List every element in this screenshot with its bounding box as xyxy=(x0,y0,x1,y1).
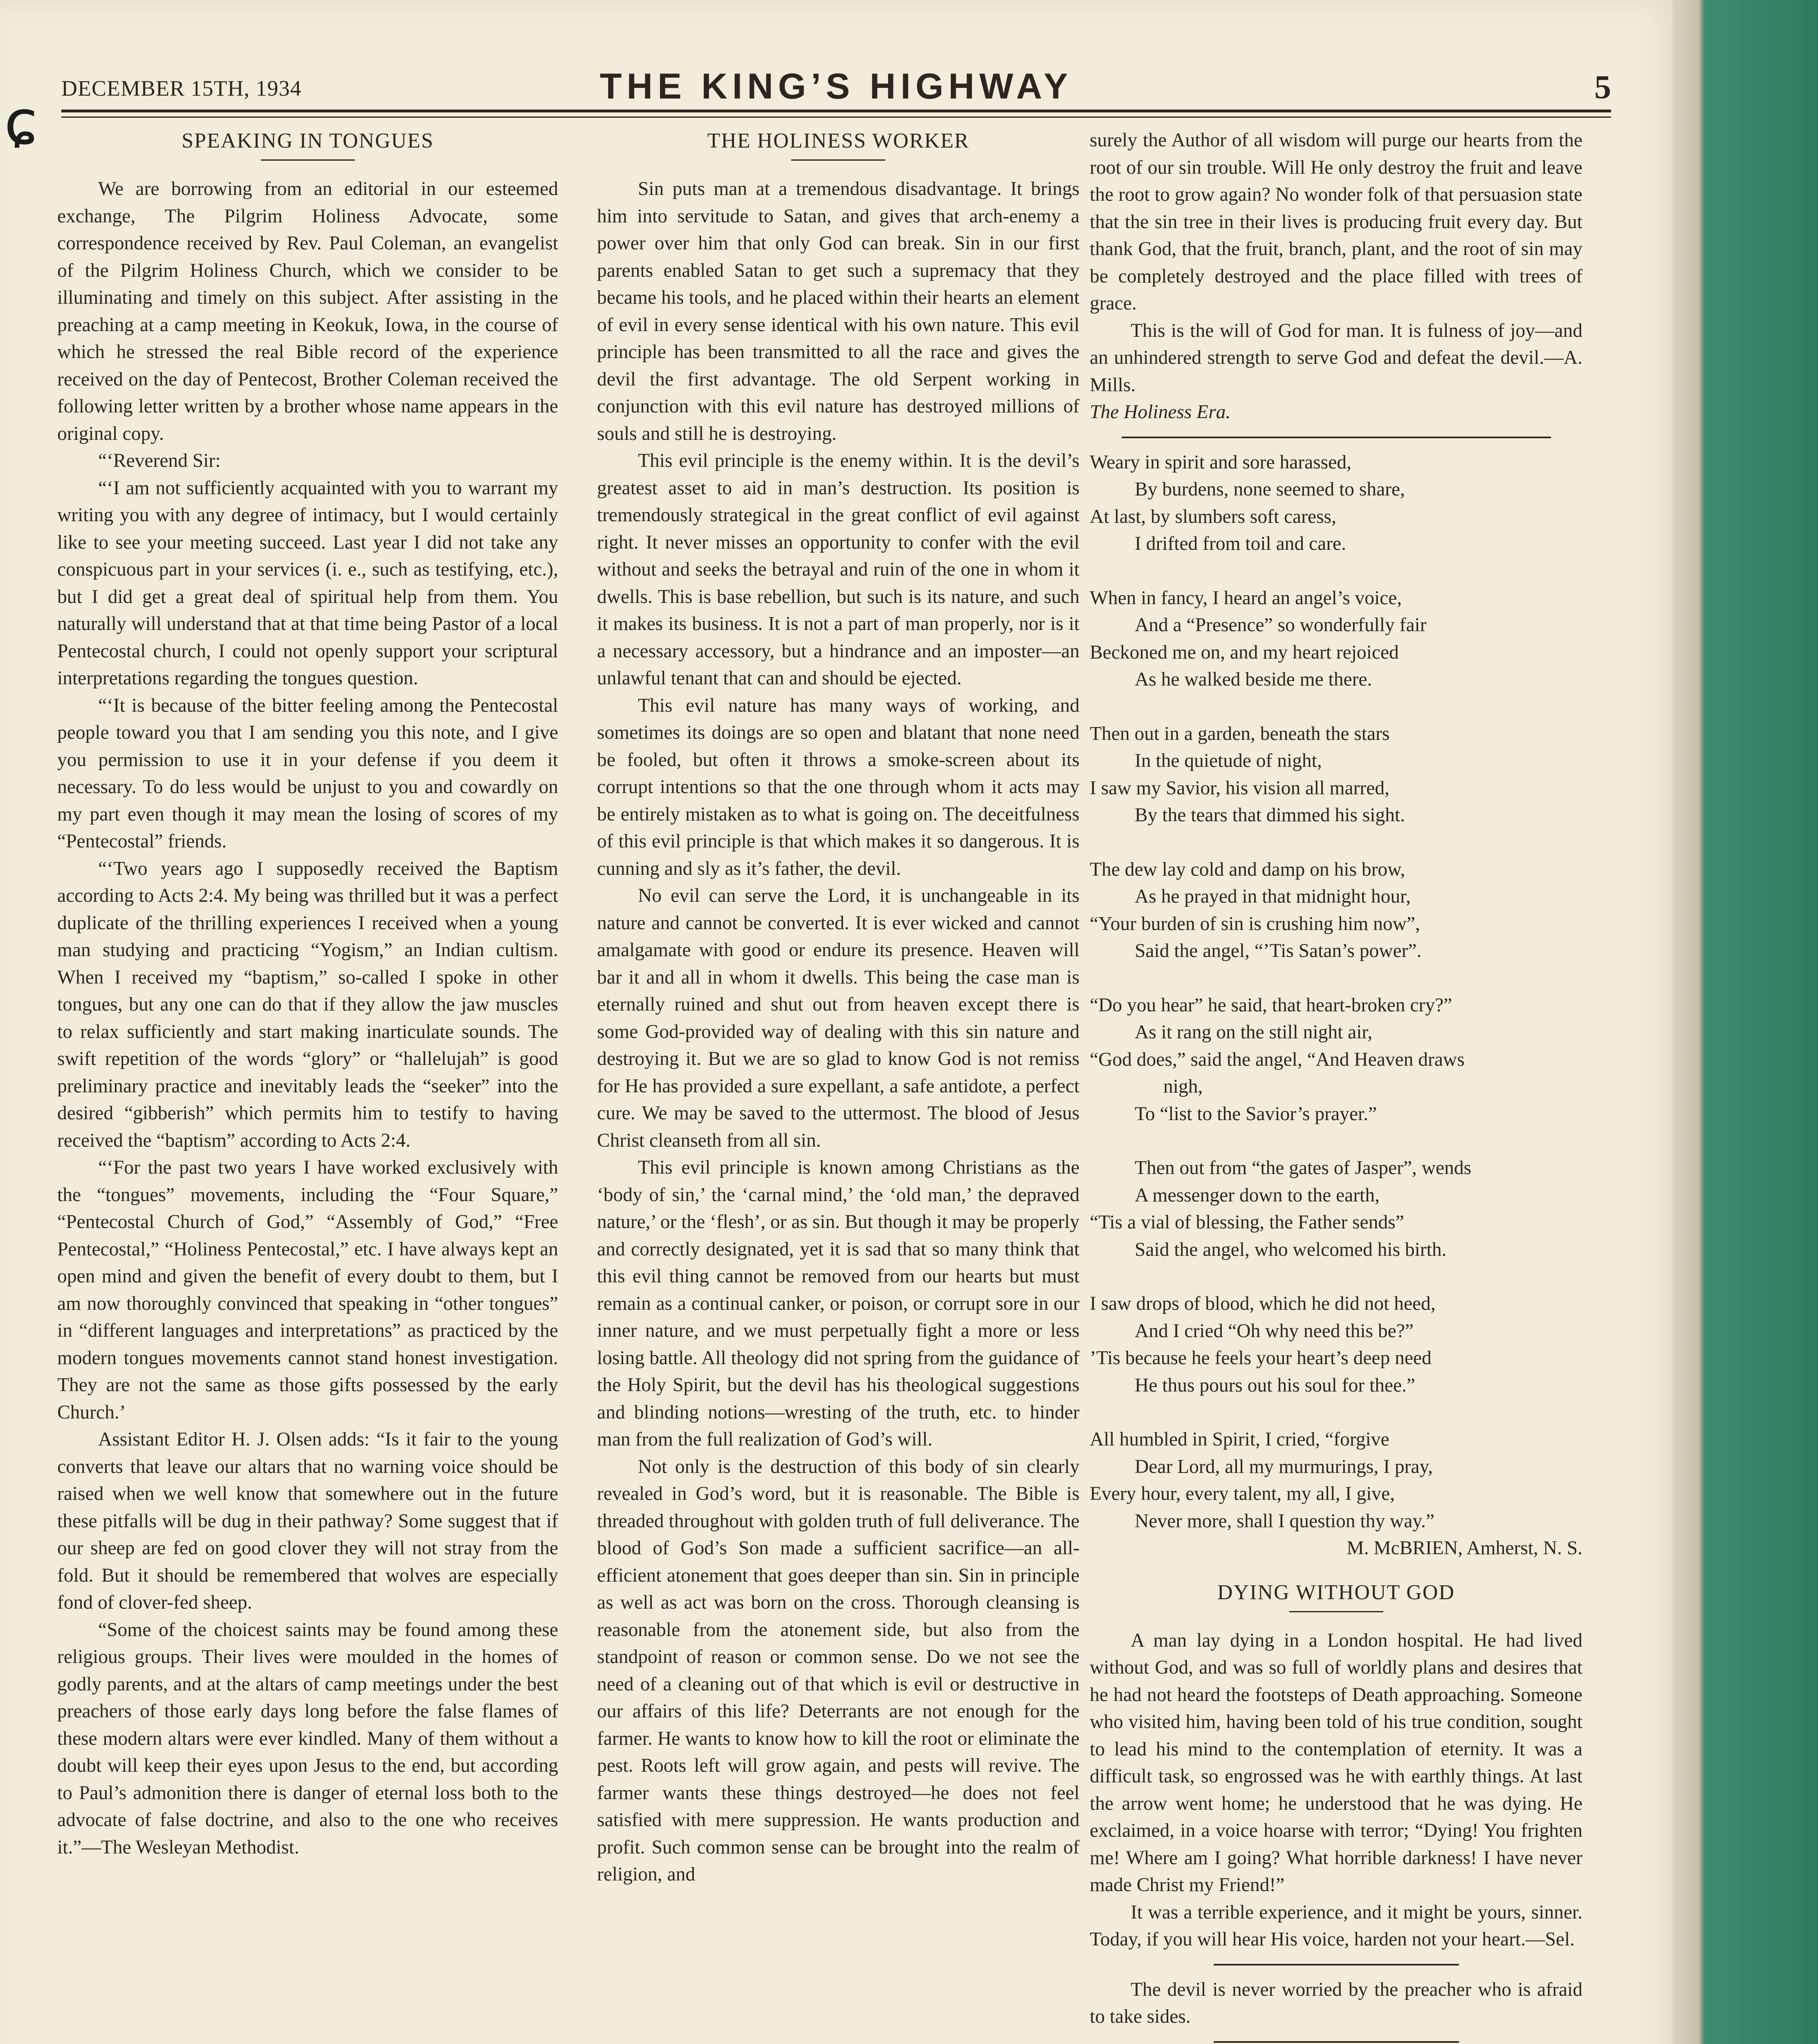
poem-line: Beckoned me on, and my heart rejoiced xyxy=(1090,641,1399,663)
poem-line: At last, by slumbers soft caress, xyxy=(1090,506,1336,527)
poem-line: As he walked beside me there. xyxy=(1135,669,1372,690)
issue-date: DECEMBER 15TH, 1934 xyxy=(61,76,302,101)
publication-title: THE KING’S HIGHWAY xyxy=(599,66,1073,106)
column-1 xyxy=(57,127,558,2044)
poem-line: When in fancy, I heard an angel’s voice, xyxy=(1090,587,1402,609)
poem-line: “Your burden of sin is crushing him now”, xyxy=(1090,913,1420,935)
article-paragraph: “‘I am not sufficiently acquainted with you to warrant my writing you with any degree of intimacy, but I would certainly like to see your meeting succeed. Last year I did not take any conspicuous part in your services (i. e., such as testifying, etc.), but I did get a great deal of spiritual help from them. You naturally will understand that at that time being Pastor of a local Pentecostal church, I could not openly support your scriptural interpretations regarding the tongues question. xyxy=(57,477,558,689)
poem-line: Then out from “the gates of Jasper”, wends xyxy=(1135,1157,1472,1179)
article-continuation: This is the will of God for man. It is fulness of joy—and an unhindered strength to serve God and defeat the devil.—A. Mills. xyxy=(1090,320,1582,396)
section-divider xyxy=(1122,437,1551,438)
article-paragraph: “‘It is because of the bitter feeling among the Pentecostal people toward you that I am sending you this note, and I give you permission to use it in your defense if you deem it necessary. To do less would be unjust to you and cowardly on my part even though it may mean the losing of scores of my “Pentecostal” friends. xyxy=(57,695,558,852)
poem-stanza xyxy=(1090,1154,1582,1263)
poem-line: In the quietude of night, xyxy=(1135,750,1322,771)
poem-stanza xyxy=(1090,449,1582,558)
article-heading-dying-without-god: DYING WITHOUT GOD xyxy=(1217,1580,1455,1604)
poem-line: As it rang on the still night air, xyxy=(1135,1022,1373,1043)
article-paragraph: Assistant Editor H. J. Olsen adds: “Is it fair to the young converts that leave our altars that no warning voice should be raised when we well know that somewhere out in the future these pitfalls will be dug in their pathway? Some suggest that if our sheep are fed on good clover they will not stray from the fold. But it should be remembered that wolves are especially fond of clover-fed sheep. xyxy=(57,1429,558,1613)
poem-line: The dew lay cold and damp on his brow, xyxy=(1090,858,1405,880)
heading-rule xyxy=(1289,1611,1383,1612)
article-heading-speaking-in-tongues: SPEAKING IN TONGUES xyxy=(182,129,434,152)
article-continuation: surely the Author of all wisdom will purge our hearts from the root of our sin trouble. Will He only destroy the fruit and leave the root to grow again? No wonder folk of that persuasion state that the sin tree in their lives is producing fruit every day. But thank God, that the fruit, branch, plant, and the root of sin may be completely destroyed and the place filled with trees of grace. xyxy=(1090,130,1582,314)
article-source: The Holiness Era. xyxy=(1090,401,1231,423)
article-paragraph: Not only is the destruction of this body of sin clearly revealed in God’s word, but it is reasonable. The Bible is threaded throughout with golden truth of full deliverance. The blood of God’s Son made a sufficient sacrifice—an all-efficient atonement that goes deeper than sin. Sin in principle as well as act was born on the cross. Thorough cleansing is reasonable from the atonement side, but also from the standpoint of reason or common sense. Do we not see the need of a cleaning out of that which is evil or destructive in our affairs of this life? Deterrants are not enough for the farmer. He wants to know how to kill the root or eliminate the pest. Roots left will grow again, and pests will revive. The farmer wants these things destroyed—he does not feel satisfied with mere suppression. He wants production and profit. Such common sense can be brought into the realm of religion, and xyxy=(597,1456,1080,1885)
article-paragraph: It was a terrible experience, and it might be yours, sinner. Today, if you will hear His voice, harden not your heart.—Sel. xyxy=(1090,1901,1582,1950)
poem-line: nigh, xyxy=(1163,1076,1203,1097)
poem-line: Then out in a garden, beneath the stars xyxy=(1090,723,1390,744)
poem-line: Every hour, every talent, my all, I give, xyxy=(1090,1483,1395,1504)
binding-clip-icon: ɕ xyxy=(4,87,38,158)
poem-line: By burdens, none seemed to share, xyxy=(1135,479,1405,500)
heading-rule xyxy=(261,159,355,161)
poem-line: “Tis a vial of blessing, the Father sends” xyxy=(1090,1212,1404,1233)
article-paragraph: A man lay dying in a London hospital. He had lived without God, and was so full of worldly plans and desires that he had not heard the footsteps of Death approaching. Someone who visited him, having been told of his true condition, sought to lead his mind to the contemplation of eternity. It was a difficult task, so engrossed was he with earthly things. At last the arrow went home; he understood that he was dying. He exclaimed, in a voice hoarse with terror; “Dying! You frighten me! Where am I going? What horrible darkness! I have never made Christ my Friend!” xyxy=(1090,1629,1582,1896)
filler-quote: The devil is never worried by the preacher who is afraid to take sides. xyxy=(1090,1979,1582,2027)
poem-stanza xyxy=(1090,992,1582,1128)
article-paragraph: This evil principle is the enemy within. It is the devil’s greatest asset to aid in man’s destruction. Its position is tremendously strategical in the great conflict of evil against right. It never misses an opportunity to confer with the evil without and seeks the betrayal and ruin of the one in whom it dwells. This is base rebellion, but such is its nature, and such it makes its business. It is not a part of man properly, nor is it a necessary accessory, but a hindrance and an imposter—an unlawful tenant that can and should be ejected. xyxy=(597,450,1080,689)
column-2 xyxy=(597,127,1080,2044)
article-paragraph: No evil can serve the Lord, it is unchangeable in its nature and cannot be converted. It is ever wicked and cannot amalgamate with good or endure its presence. Heaven will bar it and all in whom it dwells. This being the case man is eternally ruined and shut out from heaven except there is some God-provided way of dealing with this sin nature and destroying it. But we are so glad to know God is not remiss for He has provided a sure expellant, a safe antidote, a perfect cure. We may be saved to the uttermost. The blood of Jesus Christ cleanseth from all sin. xyxy=(597,885,1080,1151)
poem-line: Dear Lord, all my murmurings, I pray, xyxy=(1135,1456,1433,1477)
page-number: 5 xyxy=(1594,68,1611,105)
poem-line: Said the angel, “’Tis Satan’s power”. xyxy=(1135,940,1422,961)
poem-line: Never more, shall I question thy way.” xyxy=(1135,1510,1434,1532)
poem-line: By the tears that dimmed his sight. xyxy=(1135,805,1405,826)
poem-signature: M. McBRIEN, Amherst, N. S. xyxy=(1347,1537,1582,1559)
poem-line: Weary in spirit and sore harassed, xyxy=(1090,451,1351,473)
binder-edge xyxy=(1672,0,1818,2044)
article-paragraph: Sin puts man at a tremendous disadvantage. It brings him into servitude to Satan, and gives that arch-enemy a power over him that only God can break. Sin in our first parents enabled Satan to get such a supremacy that they became his tools, and he placed within their hearts an element of evil in every sense identical with his own nature. This evil principle has been transmitted to all the race and gives the devil the first advantage. The old Serpent working in conjunction with this evil nature has destroyed millions of souls and still he is destroying. xyxy=(597,178,1080,444)
poem-stanza xyxy=(1090,1426,1582,1535)
section-divider xyxy=(1214,2041,1459,2043)
poem-line: And I cried “Oh why need this be?” xyxy=(1135,1320,1414,1342)
article-heading-holiness-worker: THE HOLINESS WORKER xyxy=(707,129,970,152)
section-divider xyxy=(1214,1964,1459,1966)
poem-line: A messenger down to the earth, xyxy=(1135,1184,1380,1206)
poem-line: “God does,” said the angel, “And Heaven draws xyxy=(1090,1049,1465,1070)
article-paragraph: “‘For the past two years I have worked exclusively with the “tongues” movements, including the “Four Square,” “Pentecostal Church of God,” “Assembly of God,” “Free Pentecostal,” “Holiness Pentecostal,” etc. I have always kept an open mind and given the benefit of every doubt to them, but I am now thoroughly convinced that speaking in “other tongues” in “different languages and interpretations” as practiced by the modern tongues movements cannot stand honest investigation. They are not the same as those gifts possessed by the early Church.’ xyxy=(57,1157,558,1423)
article-paragraph: This evil principle is known among Christians as the ‘body of sin,’ the ‘carnal mind,’ the ‘old man,’ the depraved nature,’ or the ‘flesh’, or as sin. But though it may be properly and correctly designated, yet it is sad that so many think that this evil thing cannot be removed from our hearts but must remain as a continual canker, or poison, or corrupt sore in our inner nature, and we must perpetually fight a more or less losing battle. All theology did not spring from the guidance of the Holy Spirit, but the devil has his theological suggestions and blinding notions—wresting of the truth, etc. to hinder man from the full realization of God’s will. xyxy=(597,1157,1080,1450)
poem-line: I drifted from toil and care. xyxy=(1135,533,1347,554)
page-header xyxy=(61,65,1611,127)
poem-line: “Do you hear” he said, that heart-broken cry?” xyxy=(1090,994,1452,1016)
poem-line: I saw drops of blood, which he did not heed, xyxy=(1090,1293,1436,1314)
poem-stanza xyxy=(1090,720,1582,829)
poem-stanza xyxy=(1090,585,1582,693)
article-paragraph: This evil nature has many ways of working, and sometimes its doings are so open and blatant that none need be fooled, but often it throws a smoke-screen about its corrupt intentions so that the one through whom it acts may be entirely mistaken as to what is going on. The deceitfulness of this evil principle is that which makes it so dangerous. It is cunning and sly as it’s father, the devil. xyxy=(597,695,1080,879)
article-paragraph: “‘Two years ago I supposedly received the Baptism according to Acts 2:4. My being was thrilled but it was a perfect duplicate of the thrilling experiences I received when a young man studying and practicing “Yogism,” an Indian cultism. When I received my “baptism,” so-called I spoke in other tongues, but any one can do that if they allow the jaw muscles to relax sufficiently and start making inarticulate sounds. The swift repetition of the words “glory” or “hallelujah” is good preliminary practice and inevitably leads the “seeker” into the desired “gibberish” which permits him to testify to having received the “baptism” according to Acts 2:4. xyxy=(57,858,558,1151)
article-paragraph: We are borrowing from an editorial in our esteemed exchange, The Pilgrim Holiness Advocate, some correspondence received by Rev. Paul Coleman, an evangelist of the Pilgrim Holiness Church, which we consider to be illuminating and timely on this subject. After assisting in the preaching at a camp meeting in Keokuk, Iowa, in the course of which he stressed the real Bible record of the experience received on the day of Pentecost, Brother Coleman received the following letter written by a brother whose name appears in the original copy. xyxy=(57,178,558,444)
poem-line: ’Tis because he feels your heart’s deep need xyxy=(1090,1347,1432,1369)
poem-line: I saw my Savior, his vision all marred, xyxy=(1090,777,1389,799)
poem-line: Said the angel, who welcomed his birth. xyxy=(1135,1239,1447,1260)
poem-line: To “list to the Savior’s prayer.” xyxy=(1135,1103,1377,1125)
poem-stanza xyxy=(1090,1290,1582,1399)
poem-line: As he prayed in that midnight hour, xyxy=(1135,886,1411,907)
heading-rule xyxy=(791,159,885,161)
poem-line: All humbled in Spirit, I cried, “forgive xyxy=(1090,1429,1389,1450)
header-rule xyxy=(61,110,1611,118)
poem-line: And a “Presence” so wonderfully fair xyxy=(1135,614,1427,636)
article-paragraph: “Some of the choicest saints may be found among these religious groups. Their lives were moulded in the homes of godly parents, and at the altars of camp meetings under the best preachers of those early days long before the false flames of these modern altars were ever kindled. Many of them without a doubt will keep their eyes upon Jesus to the end, but according to Paul’s admonition there is danger of eternal loss both to the advocate of false doctrine, and also to the one who receives it.”—The Wesleyan Methodist. xyxy=(57,1619,558,1858)
poem-stanza xyxy=(1090,856,1582,965)
letter-salutation: “‘Reverend Sir: xyxy=(98,450,221,471)
column-3 xyxy=(1090,127,1582,2044)
poem-line: He thus pours out his soul for thee.” xyxy=(1135,1374,1416,1396)
